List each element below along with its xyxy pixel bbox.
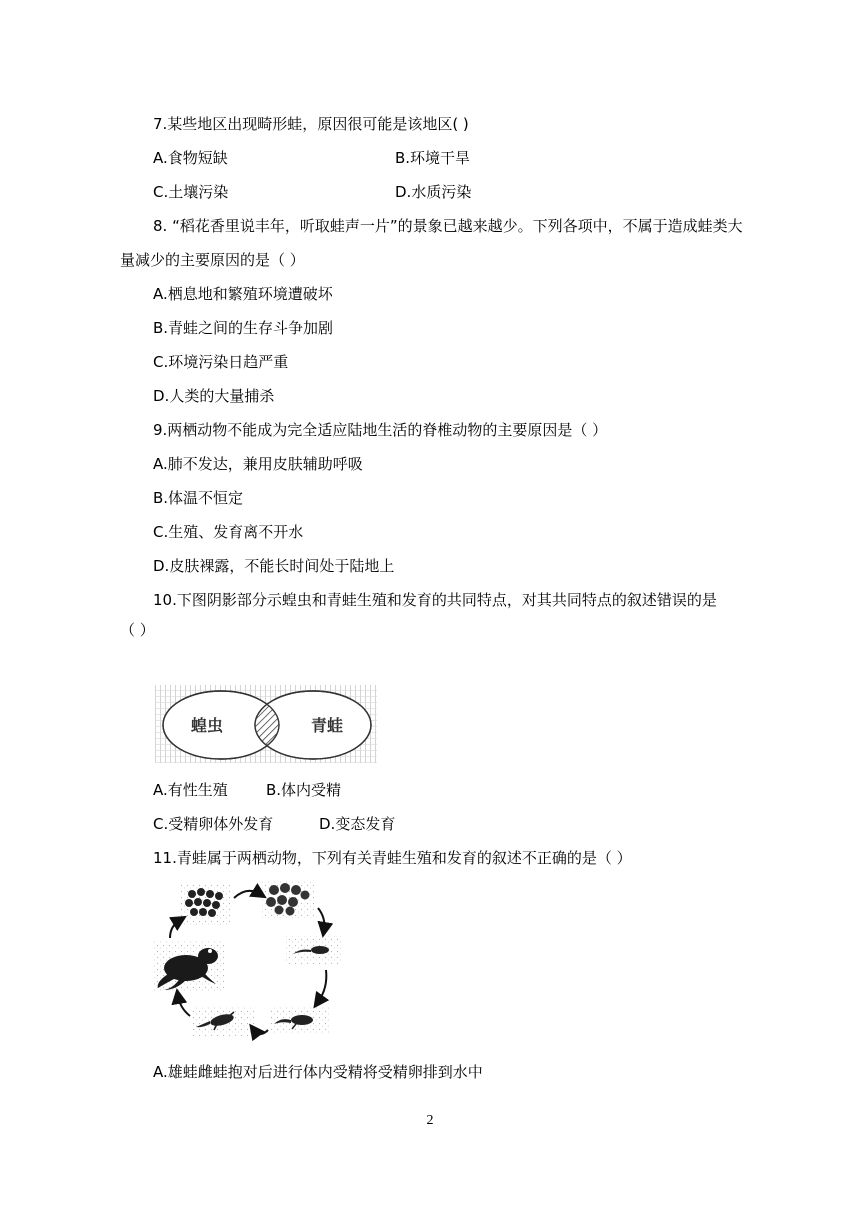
question-7-option-c: C.土壤污染 — [153, 183, 229, 201]
question-10-stem-line-2: （ ） — [120, 621, 155, 639]
question-8-stem-line-1: 8. “稻花香里说丰年，听取蛙声一片”的景象已越来越少。下列各项中，不属于造成蛙类大 — [153, 217, 743, 235]
question-7-option-b: B.环境干旱 — [395, 149, 471, 167]
question-9-option-a: A.肺不发达，兼用皮肤辅助呼吸 — [153, 455, 363, 473]
frog-life-cycle-diagram — [150, 878, 350, 1048]
question-10-stem-line-1: 10.下图阴影部分示蝗虫和青蛙生殖和发育的共同特点，对其共同特点的叙述错误的是 — [153, 591, 717, 609]
page-number: 2 — [426, 1113, 434, 1128]
froglet-icon — [192, 1006, 254, 1036]
question-9-option-b: B.体温不恒定 — [153, 489, 244, 507]
question-11-stem: 11.青蛙属于两栖动物，下列有关青蛙生殖和发育的叙述不正确的是（ ） — [153, 849, 632, 867]
right-circle-label: 青蛙 — [310, 716, 344, 735]
frog-eggs-icon — [180, 883, 230, 925]
adult-frog-icon — [152, 940, 224, 992]
question-9-stem: 9.两栖动物不能成为完全适应陆地生活的脊椎动物的主要原因是（ ） — [153, 421, 608, 439]
question-7-stem: 7.某些地区出现畸形蛙，原因很可能是该地区( ) — [153, 115, 469, 133]
question-8-option-b: B.青蛙之间的生存斗争加剧 — [153, 319, 334, 337]
question-10-option-b: B.体内受精 — [266, 781, 342, 799]
question-8-option-a: A.栖息地和繁殖环境遭破坏 — [153, 285, 333, 303]
question-7-option-a: A.食物短缺 — [153, 149, 228, 167]
question-8-option-d: D.人类的大量捕杀 — [153, 387, 275, 405]
question-8-stem-line-2: 量减少的主要原因的是（ ） — [120, 251, 305, 269]
tadpole-with-legs-icon — [270, 1006, 330, 1034]
question-8-option-c: C.环境污染日趋严重 — [153, 353, 289, 371]
developing-eggs-icon — [262, 880, 314, 918]
question-10-option-d: D.变态发育 — [319, 815, 396, 833]
left-circle-label: 蝗虫 — [190, 716, 224, 735]
tadpole-icon — [285, 936, 343, 964]
question-9-option-c: C.生殖、发育离不开水 — [153, 523, 304, 541]
question-9-option-d: D.皮肤裸露，不能长时间处于陆地上 — [153, 557, 395, 575]
venn-diagram — [155, 685, 377, 763]
question-11-option-a: A.雄蛙雌蛙抱对后进行体内受精将受精卵排到水中 — [153, 1063, 483, 1081]
question-10-option-c: C.受精卵体外发育 — [153, 815, 274, 833]
question-10-option-a: A.有性生殖 — [153, 781, 228, 799]
question-7-option-d: D.水质污染 — [395, 183, 472, 201]
